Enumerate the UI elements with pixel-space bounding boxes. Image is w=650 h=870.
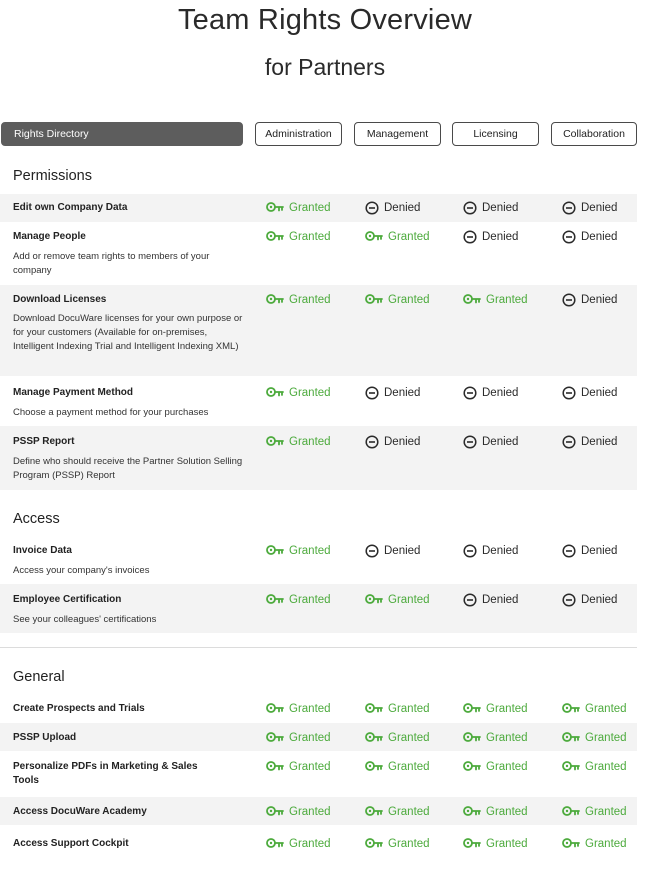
minus-circle-icon (365, 201, 379, 215)
row-description: Add or remove team rights to members of your company (13, 251, 210, 276)
right-status-licensing (463, 544, 518, 558)
key-icon (562, 702, 580, 716)
right-status-administration (266, 760, 331, 774)
status-label: Granted (388, 231, 430, 243)
key-icon (266, 293, 284, 307)
key-icon (463, 837, 481, 851)
row-description: See your colleagues' certifications (13, 614, 157, 625)
tab-rights-directory[interactable]: Rights Directory (1, 122, 243, 146)
right-status-administration (266, 293, 331, 307)
status-label: Denied (581, 594, 618, 606)
key-icon (266, 702, 284, 716)
status-label: Granted (585, 732, 627, 744)
right-status-management (365, 230, 430, 244)
status-label: Denied (482, 594, 519, 606)
status-label: Granted (388, 838, 430, 850)
status-label: Granted (388, 703, 430, 715)
right-status-administration (266, 201, 331, 215)
key-icon (266, 760, 284, 774)
status-label: Granted (289, 703, 331, 715)
key-icon (463, 293, 481, 307)
table-row (0, 285, 637, 376)
key-icon (365, 731, 383, 745)
minus-circle-icon (463, 230, 477, 244)
key-icon (365, 702, 383, 716)
tab-administration[interactable]: Administration (255, 122, 342, 146)
right-status-licensing (463, 293, 528, 307)
row-description: Download DocuWare licenses for your own purpose or for your customers (Available for on-premises, Intelligent Indexing Trial and Intelligent Indexing XML) (13, 313, 243, 352)
status-label: Denied (482, 231, 519, 243)
table-row (0, 584, 637, 633)
tab-collaboration[interactable]: Collaboration (551, 122, 637, 146)
status-label: Denied (581, 436, 618, 448)
status-label: Granted (289, 732, 331, 744)
right-status-collaboration (562, 760, 627, 774)
key-icon (266, 201, 284, 215)
row-title: Download Licenses (13, 294, 107, 305)
key-icon (562, 805, 580, 819)
right-status-collaboration (562, 731, 627, 745)
right-status-administration (266, 837, 331, 851)
status-label: Denied (581, 294, 618, 306)
status-label: Granted (289, 761, 331, 773)
key-icon (266, 837, 284, 851)
status-label: Granted (289, 436, 331, 448)
status-label: Granted (289, 594, 331, 606)
minus-circle-icon (562, 201, 576, 215)
table-row (0, 535, 637, 584)
section-title: Access (13, 511, 60, 527)
table-row (0, 797, 637, 825)
key-icon (562, 837, 580, 851)
right-status-collaboration (562, 293, 617, 307)
key-icon (365, 760, 383, 774)
right-status-administration (266, 731, 331, 745)
status-label: Granted (289, 202, 331, 214)
status-label: Granted (486, 294, 528, 306)
row-description: Choose a payment method for your purchases (13, 407, 209, 418)
right-status-licensing (463, 837, 528, 851)
table-row (0, 194, 637, 222)
status-label: Denied (384, 202, 421, 214)
right-status-collaboration (562, 544, 617, 558)
status-label: Granted (585, 761, 627, 773)
right-status-management (365, 544, 420, 558)
right-status-management (365, 731, 430, 745)
status-label: Denied (482, 545, 519, 557)
section-title: Permissions (13, 168, 92, 184)
row-description: Access your company's invoices (13, 565, 150, 576)
row-title: PSSP Upload (13, 732, 77, 743)
right-status-collaboration (562, 230, 617, 244)
status-label: Granted (289, 294, 331, 306)
key-icon (365, 293, 383, 307)
right-status-licensing (463, 230, 518, 244)
minus-circle-icon (463, 435, 477, 449)
minus-circle-icon (562, 386, 576, 400)
right-status-licensing (463, 731, 528, 745)
key-icon (266, 386, 284, 400)
status-label: Granted (388, 294, 430, 306)
right-status-management (365, 805, 430, 819)
right-status-management (365, 702, 430, 716)
status-label: Granted (289, 545, 331, 557)
row-title: Edit own Company Data (13, 202, 128, 213)
table-row (0, 694, 637, 722)
right-status-administration (266, 805, 331, 819)
status-label: Granted (289, 838, 331, 850)
section-divider (0, 647, 637, 648)
right-status-collaboration (562, 201, 617, 215)
row-title: Access Support Cockpit (13, 838, 129, 849)
status-label: Granted (486, 761, 528, 773)
status-label: Granted (486, 732, 528, 744)
key-icon (365, 230, 383, 244)
table-row (0, 222, 637, 285)
minus-circle-icon (463, 593, 477, 607)
status-label: Granted (388, 761, 430, 773)
status-label: Granted (289, 387, 331, 399)
status-label: Denied (384, 436, 421, 448)
table-row (0, 829, 637, 857)
right-status-administration (266, 435, 331, 449)
row-title: Manage Payment Method (13, 387, 134, 398)
key-icon (365, 593, 383, 607)
right-status-collaboration (562, 435, 617, 449)
key-icon (562, 760, 580, 774)
right-status-management (365, 760, 430, 774)
table-row (0, 426, 637, 490)
key-icon (365, 805, 383, 819)
right-status-collaboration (562, 593, 617, 607)
minus-circle-icon (562, 230, 576, 244)
right-status-licensing (463, 702, 528, 716)
status-label: Granted (585, 838, 627, 850)
right-status-licensing (463, 760, 528, 774)
right-status-collaboration (562, 386, 617, 400)
minus-circle-icon (463, 201, 477, 215)
key-icon (266, 544, 284, 558)
column-tabs (0, 122, 650, 148)
row-title: PSSP Report (13, 436, 75, 447)
key-icon (266, 435, 284, 449)
right-status-management (365, 293, 430, 307)
key-icon (266, 805, 284, 819)
status-label: Granted (289, 806, 331, 818)
status-label: Granted (289, 231, 331, 243)
status-label: Denied (482, 387, 519, 399)
page-title: Team Rights Overview (177, 4, 473, 36)
section-title: General (13, 669, 65, 685)
table-row (0, 723, 637, 751)
right-status-management (365, 837, 430, 851)
key-icon (463, 731, 481, 745)
right-status-collaboration (562, 837, 627, 851)
right-status-licensing (463, 593, 518, 607)
right-status-administration (266, 544, 331, 558)
key-icon (463, 702, 481, 716)
right-status-collaboration (562, 805, 627, 819)
table-row (0, 751, 637, 797)
row-title: Access DocuWare Academy (13, 806, 147, 817)
status-label: Granted (585, 806, 627, 818)
row-title: Invoice Data (13, 545, 72, 556)
right-status-management (365, 201, 420, 215)
status-label: Granted (486, 806, 528, 818)
right-status-licensing (463, 201, 518, 215)
status-label: Denied (384, 545, 421, 557)
status-label: Denied (482, 436, 519, 448)
row-title: Manage People (13, 231, 86, 242)
minus-circle-icon (365, 544, 379, 558)
row-description: Define who should receive the Partner Solution Selling Program (PSSP) Report (13, 456, 243, 481)
right-status-management (365, 386, 420, 400)
right-status-administration (266, 230, 331, 244)
row-title: Personalize PDFs in Marketing & Sales Tools (13, 761, 198, 786)
row-title: Create Prospects and Trials (13, 703, 145, 714)
status-label: Granted (388, 732, 430, 744)
right-status-licensing (463, 435, 518, 449)
status-label: Granted (388, 594, 430, 606)
tab-licensing[interactable]: Licensing (452, 122, 539, 146)
status-label: Denied (581, 545, 618, 557)
page-subtitle: for Partners (264, 54, 386, 80)
key-icon (463, 760, 481, 774)
status-label: Granted (388, 806, 430, 818)
status-label: Granted (486, 838, 528, 850)
status-label: Denied (581, 202, 618, 214)
table-row (0, 376, 637, 426)
right-status-administration (266, 593, 331, 607)
minus-circle-icon (463, 386, 477, 400)
key-icon (266, 230, 284, 244)
right-status-administration (266, 386, 331, 400)
right-status-licensing (463, 386, 518, 400)
row-title: Employee Certification (13, 594, 122, 605)
minus-circle-icon (562, 435, 576, 449)
key-icon (266, 731, 284, 745)
key-icon (365, 837, 383, 851)
right-status-licensing (463, 805, 528, 819)
status-label: Denied (581, 387, 618, 399)
status-label: Denied (581, 231, 618, 243)
right-status-administration (266, 702, 331, 716)
minus-circle-icon (463, 544, 477, 558)
minus-circle-icon (365, 435, 379, 449)
status-label: Granted (585, 703, 627, 715)
minus-circle-icon (562, 544, 576, 558)
key-icon (266, 593, 284, 607)
tab-management[interactable]: Management (354, 122, 441, 146)
minus-circle-icon (562, 293, 576, 307)
key-icon (562, 731, 580, 745)
status-label: Granted (486, 703, 528, 715)
minus-circle-icon (365, 386, 379, 400)
status-label: Denied (384, 387, 421, 399)
right-status-management (365, 593, 430, 607)
minus-circle-icon (562, 593, 576, 607)
key-icon (463, 805, 481, 819)
right-status-management (365, 435, 420, 449)
right-status-collaboration (562, 702, 627, 716)
status-label: Denied (482, 202, 519, 214)
